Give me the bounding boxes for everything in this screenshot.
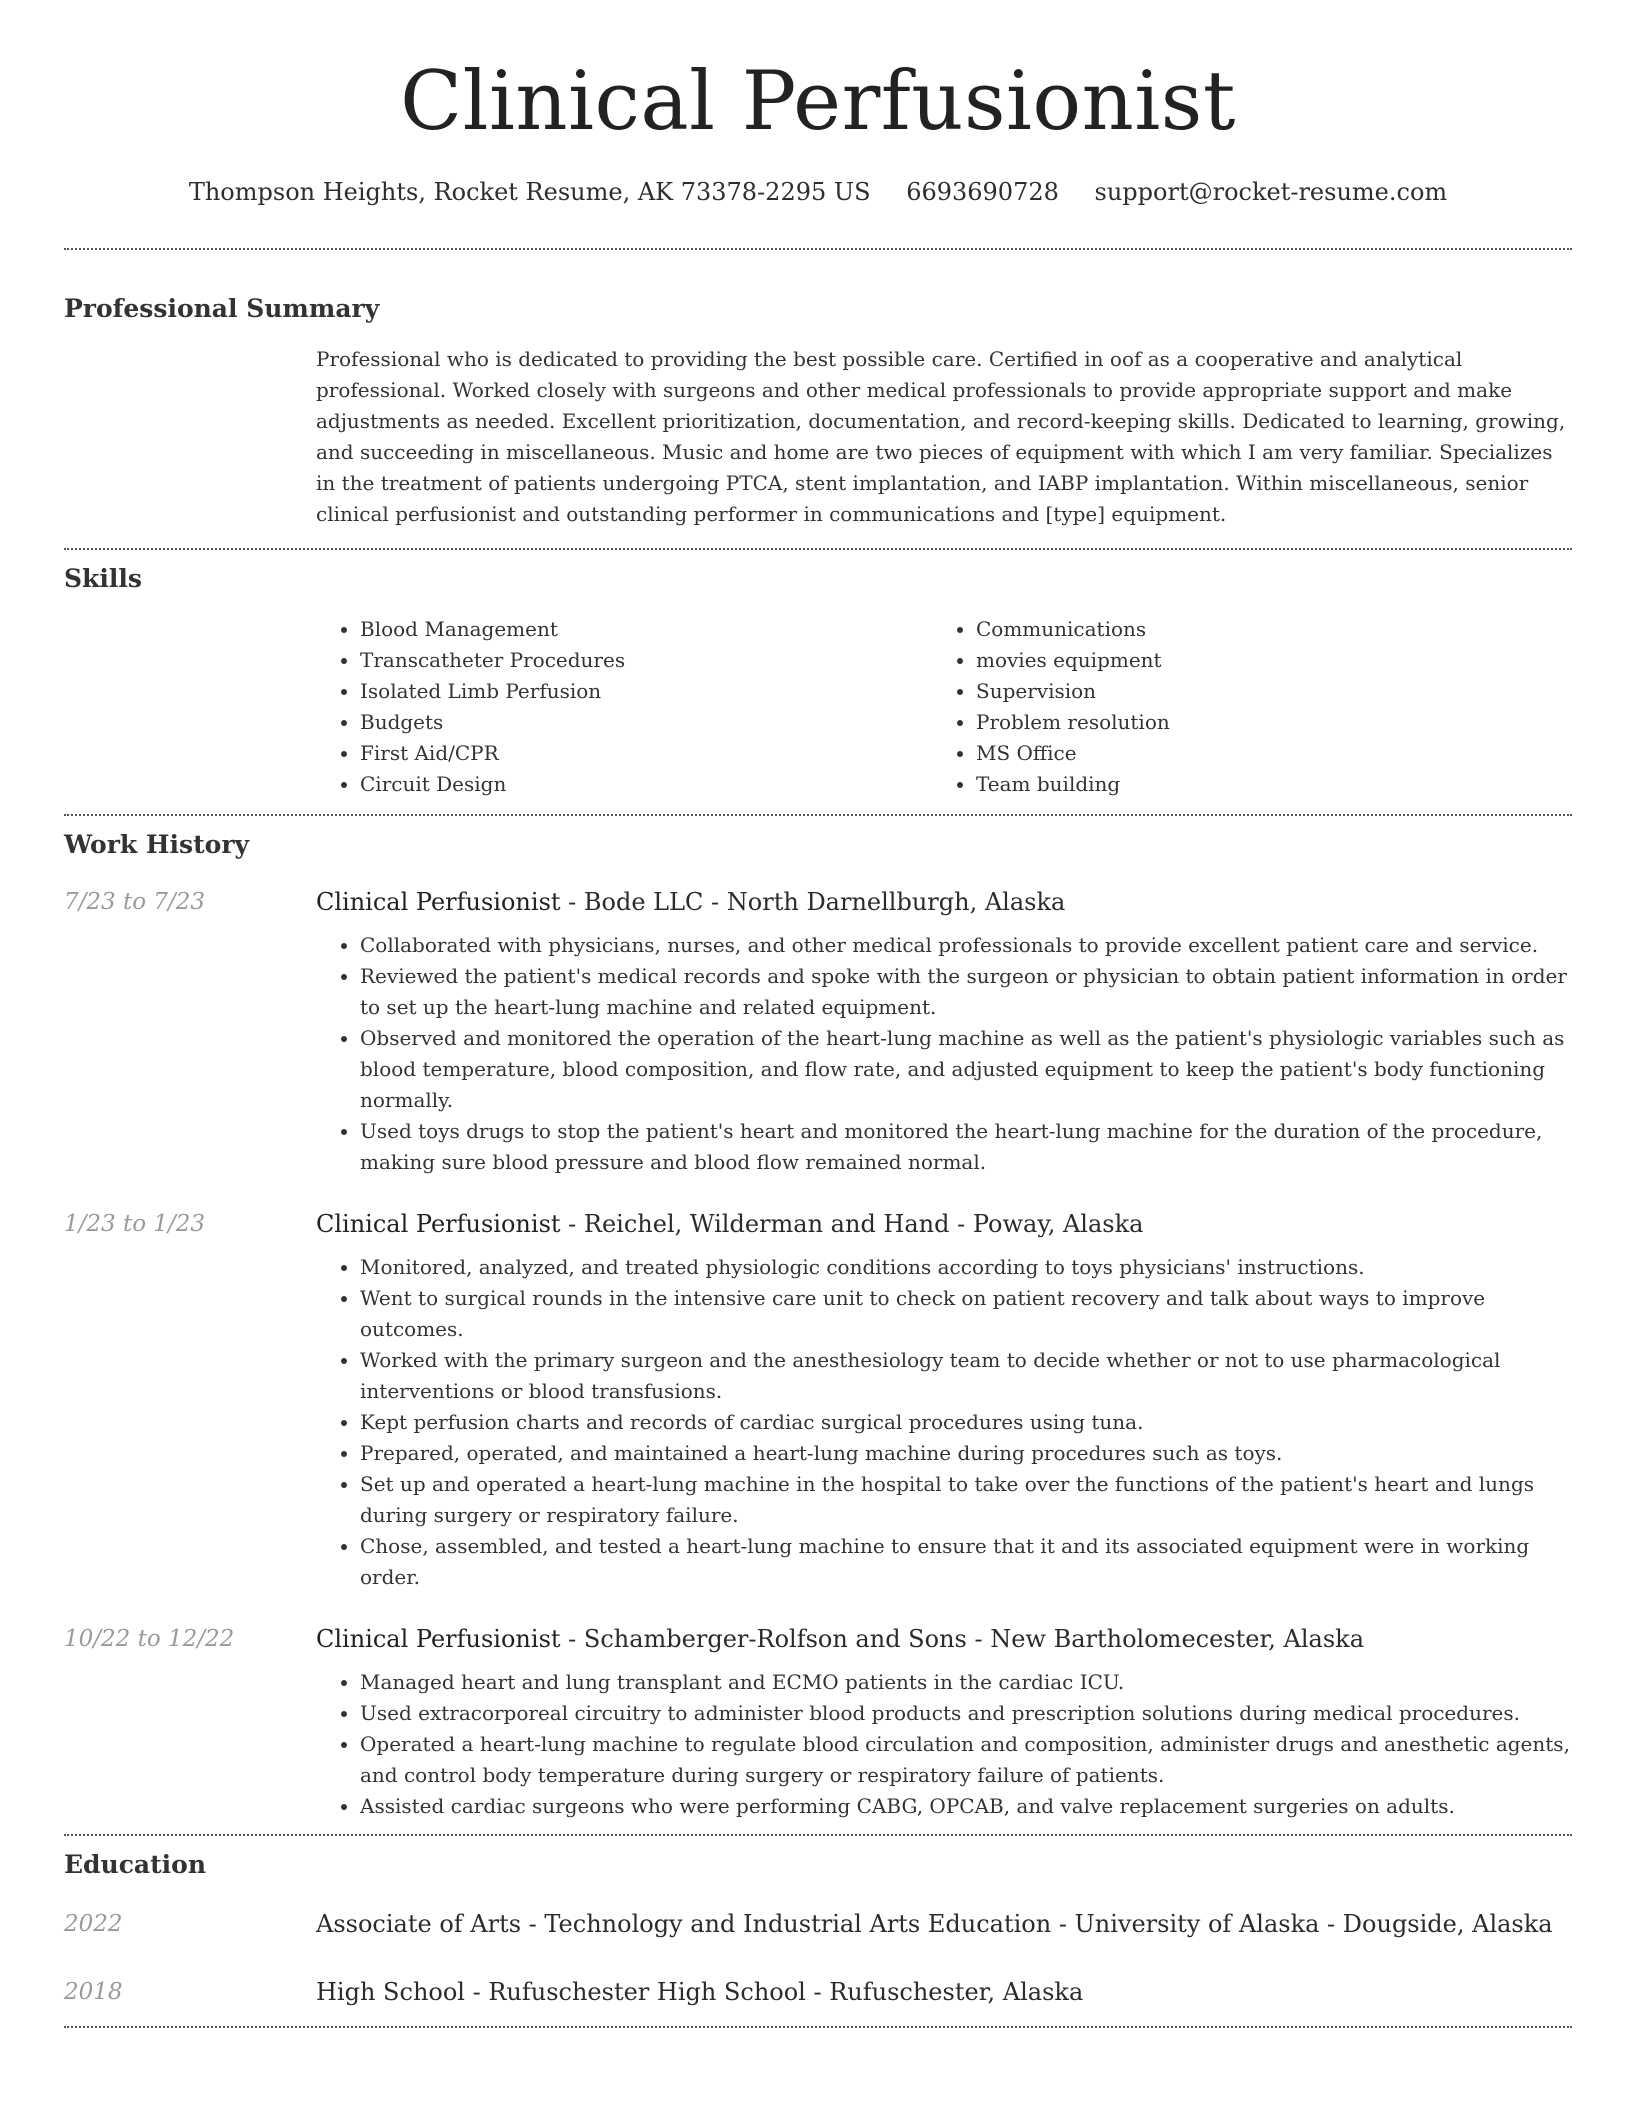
skills-list	[316, 614, 1572, 800]
job-heading	[316, 1621, 1572, 1657]
job-bullet: • Collaborated with physicians, nurses, and other medical professionals to provide excellent patient care and service.	[360, 930, 1572, 961]
education-school: - Technology and Industrial Arts Education - University of Alaska - Dougside, Alaska	[521, 1910, 1553, 1938]
job-body	[316, 884, 1572, 1178]
education-year: 2018	[64, 1979, 123, 2005]
contact-line	[64, 176, 1572, 208]
job-body	[316, 1206, 1572, 1593]
job-entry	[64, 884, 1572, 1178]
job-employer: - Schamberger-Rolfson and Sons - New Bartholomecester, Alaska	[560, 1625, 1365, 1653]
summary-heading: Professional Summary	[64, 294, 380, 323]
email[interactable]: support@rocket-resume.com	[1094, 178, 1448, 206]
education-detail	[316, 1974, 1572, 2010]
divider	[64, 548, 1572, 550]
job-role: Clinical Perfusionist	[316, 888, 561, 916]
skill-item: • movies equipment	[976, 645, 1548, 676]
education-entry	[64, 1974, 1572, 2010]
job-bullet: • Kept perfusion charts and records of cardiac surgical procedures using tuna.	[360, 1407, 1572, 1438]
divider	[64, 814, 1572, 816]
job-bullet: • Monitored, analyzed, and treated physiologic conditions according to toys physicians' instructions.	[360, 1252, 1572, 1283]
job-entry	[64, 1206, 1572, 1593]
skill-item: • Transcatheter Procedures	[360, 645, 932, 676]
education-degree: High School	[316, 1978, 465, 2006]
education-year: 2022	[64, 1911, 123, 1937]
skill-item: • MS Office	[976, 738, 1548, 769]
skill-item: • Problem resolution	[976, 707, 1548, 738]
job-bullet: • Went to surgical rounds in the intensive care unit to check on patient recovery and talk about ways to improve outcomes.	[360, 1283, 1572, 1345]
job-bullet: • Prepared, operated, and maintained a heart-lung machine during procedures such as toys.	[360, 1438, 1572, 1469]
phone: 6693690728	[906, 178, 1059, 206]
skill-item: • Team building	[976, 769, 1548, 800]
job-bullet: • Managed heart and lung transplant and ECMO patients in the cardiac ICU.	[360, 1667, 1572, 1698]
job-dates: 7/23 to 7/23	[64, 889, 206, 915]
skills-heading: Skills	[64, 564, 142, 593]
job-bullet: • Worked with the primary surgeon and the anesthesiology team to decide whether or not to use pharmacological interventions or blood transfusions.	[360, 1345, 1572, 1407]
job-employer: - Bode LLC - North Darnellburgh, Alaska	[560, 888, 1066, 916]
divider	[64, 1834, 1572, 1836]
job-bullet: • Operated a heart-lung machine to regulate blood circulation and composition, administer drugs and anesthetic agents, and control body temperature during surgery or respiratory failure of patients.	[360, 1729, 1572, 1791]
education-entry	[64, 1906, 1572, 1942]
job-employer: - Reichel, Wilderman and Hand - Poway, Alaska	[560, 1210, 1144, 1238]
job-bullet: • Assisted cardiac surgeons who were performing CABG, OPCAB, and valve replacement surgeries on adults.	[360, 1791, 1572, 1822]
job-heading	[316, 884, 1572, 920]
job-entry	[64, 1621, 1572, 1834]
skill-item: • Budgets	[360, 707, 932, 738]
job-role: Clinical Perfusionist	[316, 1210, 561, 1238]
job-role: Clinical Perfusionist	[316, 1625, 561, 1653]
skill-item: • Circuit Design	[360, 769, 932, 800]
skills-column-right	[932, 614, 1548, 800]
job-bullet: • Used extracorporeal circuitry to administer blood products and prescription solutions during medical procedures.	[360, 1698, 1572, 1729]
job-bullet: • Used toys drugs to stop the patient's heart and monitored the heart-lung machine for the duration of the procedure, making sure blood pressure and blood flow remained normal.	[360, 1116, 1572, 1178]
education-school: - Rufuschester High School - Rufuschester, Alaska	[464, 1978, 1084, 2006]
resume-page	[64, 0, 1572, 2028]
job-bullets	[316, 1667, 1572, 1822]
work-history-heading: Work History	[64, 830, 250, 859]
job-dates: 1/23 to 1/23	[64, 1211, 206, 1237]
education-degree: Associate of Arts	[316, 1910, 522, 1938]
summary-text: Professional who is dedicated to providing the best possible care. Certified in oof as a cooperative and analytical professional. Worked closely with surgeons and other medical professionals to provide appropriate support and make adjustments as needed. Excellent prioritization, documentation, and record-keeping skills. Dedicated to learning, growing, and succeeding in miscellaneous. Music and home are two pieces of equipment with which I am very familiar. Specializes in the treatment of patients undergoing PTCA, stent implantation, and IABP implantation. Within miscellaneous, senior clinical perfusionist and outstanding performer in communications and [type] equipment.	[316, 347, 1566, 526]
skills-column-left	[316, 614, 932, 800]
job-dates: 10/22 to 12/22	[64, 1626, 235, 1652]
skill-item: • First Aid/CPR	[360, 738, 932, 769]
skill-item: • Isolated Limb Perfusion	[360, 676, 932, 707]
job-bullet: • Observed and monitored the operation of the heart-lung machine as well as the patient's physiologic variables such as blood temperature, blood composition, and flow rate, and adjusted equipment to keep the patient's body functioning normally.	[360, 1023, 1572, 1116]
divider	[64, 2026, 1572, 2028]
job-bullet: • Chose, assembled, and tested a heart-lung machine to ensure that it and its associated equipment were in working order.	[360, 1531, 1572, 1593]
job-bullet: • Set up and operated a heart-lung machine in the hospital to take over the functions of the patient's heart and lungs during surgery or respiratory failure.	[360, 1469, 1572, 1531]
education-heading: Education	[64, 1850, 207, 1879]
job-bullets	[316, 930, 1572, 1178]
skill-item: • Supervision	[976, 676, 1548, 707]
skill-item: • Communications	[976, 614, 1548, 645]
divider	[64, 248, 1572, 250]
skill-item: • Blood Management	[360, 614, 932, 645]
job-bullet: • Reviewed the patient's medical records and spoke with the surgeon or physician to obtain patient information in order to set up the heart-lung machine and related equipment.	[360, 961, 1572, 1023]
education-detail	[316, 1906, 1572, 1942]
job-bullets	[316, 1252, 1572, 1593]
job-heading	[316, 1206, 1572, 1242]
candidate-name: Clinical Perfusionist	[400, 55, 1236, 149]
address: Thompson Heights, Rocket Resume, AK 73378-2295 US	[188, 178, 871, 206]
job-body	[316, 1621, 1572, 1834]
